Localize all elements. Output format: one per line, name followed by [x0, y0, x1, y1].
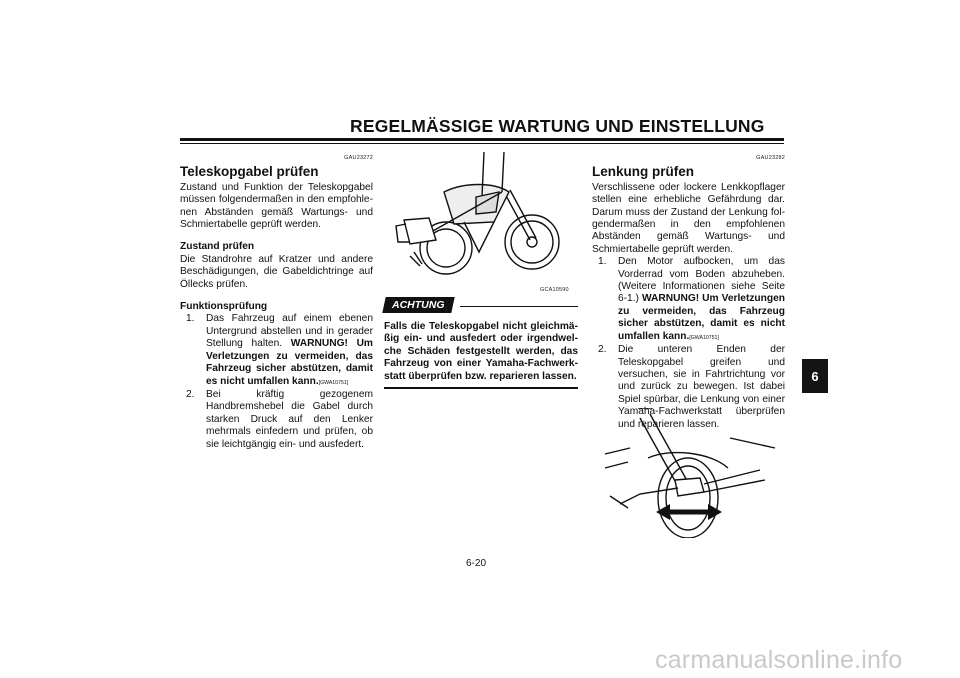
step-text: Den Motor aufbocken, um das Vorderrad vom Boden abzuheben. (Weitere Informationen siehe Seite 6-1.) — [618, 256, 785, 305]
caution-box — [384, 295, 578, 389]
header-rule-thin — [180, 143, 784, 144]
subheading-function: Funktionsprüfung — [180, 301, 268, 313]
warning-text: WARNUNG! Um Verletzungen zu vermeiden, das Fahrzeug sicher abstützen, damit es nicht umfallen kann. — [206, 338, 373, 387]
left-column — [180, 152, 373, 451]
warning-text: WARNUNG! Um Verletzungen zu vermeiden, das Fahrzeug sicher abstützen, damit es nicht umfallen kann. — [618, 293, 785, 342]
page-number: 6-20 — [466, 558, 487, 569]
caution-text: Falls die Teleskopgabel nicht gleichmäßig ein- und ausfedert oder irgendwelche Schäden festgestellt werden, das Fahrzeug von einer Yamaha-Fachwerkstatt überprüfen bzw. reparieren lassen. — [384, 321, 578, 382]
intro-text: Zustand und Funktion der Teleskopgabel müssen folgendermaßen in den empfohlenen Abständen gemäß Wartungs- und Schmiertabelle geprüft werden. — [180, 181, 373, 231]
figure-code: GCA10590 — [540, 287, 569, 293]
page-title: REGELMÄSSIGE WARTUNG UND EINSTELLUNG — [350, 116, 765, 136]
list-number: 1. — [598, 256, 607, 268]
steering-check-illustration — [600, 408, 785, 538]
list-item — [180, 389, 373, 451]
caution-rule-top — [460, 306, 578, 307]
right-column — [592, 152, 785, 431]
list-item — [180, 313, 373, 388]
section-code: GAU23282 — [756, 155, 785, 161]
warning-code: [GWA10751] — [318, 379, 349, 386]
condition-text: Die Standrohre auf Kratzer und andere Beschädigungen, die Gabeldichtringe auf Öllecks prüfen. — [180, 253, 373, 290]
step-text: Das Fahrzeug auf einem ebenen Untergrund abstellen und in gerader Stellung halten. — [206, 313, 373, 350]
watermark: carmanualsonline.info — [655, 646, 903, 674]
list-number: 2. — [186, 388, 195, 400]
section-heading: Teleskopgabel prüfen — [180, 164, 319, 180]
step-text: Bei kräftig gezogenem Handbremshebel die Gabel durch starken Druck auf den Lenker mehrmals einfedern und prüfen, ob sie leichtgängig ein- und ausfedert. — [206, 388, 373, 450]
header-rule — [180, 138, 784, 141]
warning-code: [GWA10751] — [689, 334, 719, 341]
fork-check-illustration — [384, 152, 578, 292]
section-heading: Lenkung prüfen — [592, 164, 694, 180]
intro-text: Verschlissene oder lockere Lenkkopflager stellen eine erhebliche Gefährdung dar. Darum muss der Zustand der Lenkung folgendermaßen in den empfohlenen Abständen gemäß Wartungs- und Schmiertabelle geprüft werden. — [592, 181, 785, 255]
caution-badge: ACHTUNG — [382, 297, 454, 313]
section-code: GAU23272 — [344, 155, 373, 161]
chapter-tab: 6 — [802, 359, 828, 393]
list-number: 2. — [598, 344, 607, 356]
list-number: 1. — [186, 313, 195, 325]
list-item — [592, 256, 785, 344]
subheading-condition: Zustand prüfen — [180, 241, 255, 253]
caution-rule-bottom — [384, 387, 578, 389]
step-text: Die unteren Enden der Teleskopgabel greifen und versuchen, sie in Fahrtrichtung vor und zurück zu bewegen. Ist dabei Spiel spürbar, die Lenkung von einer Yamaha-Fachwerkstatt überprüfen und reparieren lassen. — [618, 344, 785, 430]
